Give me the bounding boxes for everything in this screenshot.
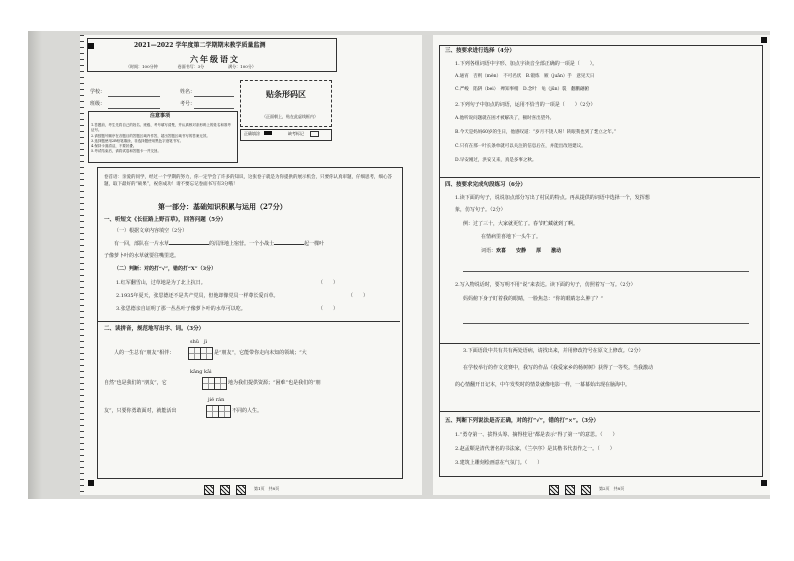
q4-3-text2: 的心情翻开日记本，中午发奖时的情景就像电影一样，一幕幕始出现在脑海中。 xyxy=(455,382,631,388)
text: 的沼泽地上宿营。一个小战士 xyxy=(209,241,275,247)
absent-label: 缺考标记 xyxy=(288,131,304,136)
blank-1[interactable] xyxy=(169,244,209,245)
answer-sheet-timing-marks xyxy=(80,35,84,495)
char-grid-2[interactable] xyxy=(202,377,226,390)
notice-line: 2.请按题号顺序在各题目的答题区域内作答，超出答题区域书写的答案无效。 xyxy=(91,133,210,138)
words-label: 词语： xyxy=(481,248,497,254)
q4-title: 四、按要求完成句段练习（6分） xyxy=(445,182,526,188)
q4-2: 2.写入物说话时，要写明不用“说”来表达。读下面的句子，仿照着写一写。（2分） xyxy=(455,282,636,288)
q1-sub1: （一）根据文章内容填空（2分） xyxy=(114,228,188,234)
notice-line: 4.保持卡面清洁，不要折叠。 xyxy=(91,144,137,148)
char-cell[interactable] xyxy=(218,405,231,418)
number-line[interactable] xyxy=(194,108,234,109)
q4-1: 1.读下面的句子，说说加点部分写出了村民的特点。再从提供的词语中选择一个，发挥想 xyxy=(455,195,650,201)
notice-line: 5.考试结束后，请将试卷和答题卡一并交回。 xyxy=(91,149,161,154)
q2-line1b: 是“朋友”，它能带你走向未知的领域；“大 xyxy=(214,350,307,356)
pinyin-1: shǔ jì xyxy=(190,339,208,345)
registration-mark xyxy=(581,485,591,495)
notice-lines xyxy=(91,123,233,155)
q1-item-3: 3.张思德亲自证明了那一丛丛叶子像萝卜叶的水草可以吃。 xyxy=(116,306,246,312)
corner-marker xyxy=(88,480,94,486)
intro-text: 卷首语：亲爱的同学，经过一个学期的努力，你一定学会了许多的知识，这张卷子就是为你提供的展示机会，只要你认真审题，仔细思考，细心答题，取下最好的“硕果”，祝你成功！请不要忘记卷面书写有3分哦！ xyxy=(104,175,392,187)
q1-item-2: 2.1935年夏天，张思德还不是共产党员，但他却像党员一样尊长爱百草。 xyxy=(116,293,279,299)
barcode-note: （正面朝上，贴在此虚线框内） xyxy=(262,114,318,119)
class-line[interactable] xyxy=(108,108,160,109)
q5-item-3: 3.建筑上雕刻绘画意在气氛门。（ ） xyxy=(455,460,543,466)
registration-mark xyxy=(220,485,230,495)
q3-1-opt-cd: C.严峻 陷阱（bei） 殚知事梢 D.念叶 龟（jūn）裂 翻鹏翩俯 xyxy=(455,87,590,92)
section-divider xyxy=(440,411,760,412)
notice-title: 注意事项 xyxy=(150,113,171,119)
q5-item-2: 2.赵孟頫是清代著名的书法家，《兰亭序》是其楷书代表作之一。（ ） xyxy=(455,446,615,452)
q3-2-opt-d: D.早安刚过，洪安又来，真是多事之秋。 xyxy=(455,158,537,163)
q1-paren-1[interactable]: （ ） xyxy=(318,280,339,286)
q4-2-example: 妈妈俯下身子盯着我的眼睛，一脸焦急：“你的眼睛怎么肿了？” xyxy=(463,296,604,302)
section-divider xyxy=(98,321,400,322)
corner-marker xyxy=(761,480,767,486)
section-divider xyxy=(440,177,760,178)
word: 激动 xyxy=(551,248,562,254)
pinyin-2: kāng kǎi xyxy=(190,369,212,375)
class-label: 班级： xyxy=(90,101,106,107)
corner-marker xyxy=(761,37,767,43)
q1-fill-line xyxy=(114,242,324,247)
school-line[interactable] xyxy=(108,96,160,97)
answer-frame-2 xyxy=(439,45,763,477)
section-divider xyxy=(440,343,760,344)
answer-line[interactable] xyxy=(463,323,749,324)
q1-paren-3[interactable]: （ ） xyxy=(318,306,339,312)
notice-line: 1.答题前，考生先将自己的姓名、班级、考号填写清楚，并认真核对条形码上的姓名和准考证号。 xyxy=(91,123,231,133)
barcode-area xyxy=(240,80,332,127)
exam-title: 2021—2022 学年度第二学期期末教学质量监测 xyxy=(134,42,266,49)
char-cell[interactable] xyxy=(214,377,227,390)
q3-2-opt-b: B.今天是妈妈60岁的生日，他感叹道：“岁月不饶人呀！转眼我也到了耄立之年。” xyxy=(455,130,617,135)
registration-mark xyxy=(549,485,559,495)
text: 起一棵叶 xyxy=(304,241,325,247)
registration-mark xyxy=(565,485,575,495)
char-cell[interactable] xyxy=(200,347,213,360)
corner-marker xyxy=(88,43,94,49)
filled-sample-icon xyxy=(264,131,272,135)
part1-title: 第一部分：基础知识积累与运用（27分） xyxy=(158,202,287,211)
scanned-exam-photo xyxy=(28,31,770,499)
q4-example: 例：过了三十，大家就更忙了。春节贮藏就到了啊。 xyxy=(463,221,579,227)
q3-2: 2.下列句子中加点的词语，运用不恰当的一项是（ ）（2分） xyxy=(455,102,596,108)
q3-1: 1.下列各组词语中字形、加点字读音全部正确的一项是（ ）。 xyxy=(455,61,598,67)
name-label: 姓名： xyxy=(180,89,196,95)
q4-example2: 在情病里喜地下一头牛了。 xyxy=(481,234,542,240)
blank-2[interactable] xyxy=(274,244,304,245)
exam-page-2 xyxy=(433,35,770,495)
grade-subject: 六年级语文 xyxy=(190,54,240,64)
exam-page-1 xyxy=(80,35,422,495)
scan-shadow xyxy=(28,31,42,499)
word: 欢喜 xyxy=(496,248,507,254)
absent-checkbox[interactable] xyxy=(310,131,319,137)
q2-line3b: 不同的人生。 xyxy=(232,408,263,414)
word: 厚 xyxy=(536,248,542,254)
q2-title: 二、读拼音，规范地写出字、词。（3分） xyxy=(104,326,205,332)
q2-line3a: 友”，只要你勇敢面对，就能活出 xyxy=(104,408,177,414)
q3-2-opt-c: C.只有在那一叶长条单就可以关注的信息后在，并能出改进建议。 xyxy=(455,144,586,149)
q5-item-1: 1.“勇夺第一、拔得头筹、摘得桂冠”都是表示“得了第一”的意思。（ ） xyxy=(455,432,618,438)
answer-line[interactable] xyxy=(463,271,749,272)
q2-line2a: 自然”也是我们的“朋友”，它 xyxy=(104,380,167,386)
q3-title: 三、按要求进行选择（4分） xyxy=(445,48,515,54)
answer-frame xyxy=(97,167,403,479)
registration-mark xyxy=(204,485,214,495)
school-label: 学校： xyxy=(90,89,106,95)
name-line[interactable] xyxy=(194,96,234,97)
q4-3: 3.下面语段中共有共有两处语病，请找出来，并用修改符号在原文上修改。（2分） xyxy=(463,348,644,354)
q1-item-1: 1.红军翻雪山，过草地是为了北上抗日。 xyxy=(116,280,206,286)
q5-title: 五、判断下列说法是否正确，对的打“√”，错的打“×”。（3分） xyxy=(445,418,599,424)
barcode-title: 贴条形码区 xyxy=(266,89,306,99)
notice-line: 3.选择题使用2B铅笔填涂，非选择题使用黑色字迹笔书写。 xyxy=(91,138,184,143)
q3-1-opt-ab: A.通宵 否则（mèn） 不可名状 B.锻炼 厥（juān）手 意见天日 xyxy=(455,74,595,79)
registration-mark xyxy=(236,485,246,495)
char-grid-1[interactable] xyxy=(188,347,212,360)
page-number-1: 第1页 共8页 xyxy=(254,486,280,491)
word: 安静 xyxy=(516,248,527,254)
q1-fill-line-cont: 子像萝卜叶的水草就要往嘴里送。 xyxy=(104,253,180,259)
number-label: 考号： xyxy=(180,101,196,107)
absent-mark-label: 正确填涂 xyxy=(244,131,260,136)
q3-2-opt-a: A.他听说问题就在困才被解决了，顿时喜出望外。 xyxy=(455,116,555,121)
q1-title: 一、听短文《长征路上野百草》，回答问题（5分） xyxy=(104,217,227,223)
q2-line1a: 人的一生总有“朋友”相伴： xyxy=(114,350,175,356)
q2-line2b: 地为我们提供资源；“困难”也是我们的“朋 xyxy=(228,380,321,386)
page-number-2: 第2页 共8页 xyxy=(599,486,625,491)
text: 有一回，部队在一片水草 xyxy=(114,241,170,247)
exam-meta: （时间：100分钟 卷面书写：3分 满分：100分） xyxy=(126,64,256,69)
q1-sub2: （二）判断：对的打“√”，错的打“X”（3分） xyxy=(114,266,217,272)
q1-paren-2[interactable]: （ ） xyxy=(348,293,369,299)
q4-1b: 象，仿写句子。（2分） xyxy=(455,207,506,213)
pinyin-3: jié rán xyxy=(208,397,225,403)
q4-3-text1: 在学校举行的作文竞赛中，我写的作品《我爱家乡的杨树树》获得了一等奖。当我激动 xyxy=(463,365,654,371)
q4-words xyxy=(481,249,561,254)
char-grid-3[interactable] xyxy=(206,405,230,418)
